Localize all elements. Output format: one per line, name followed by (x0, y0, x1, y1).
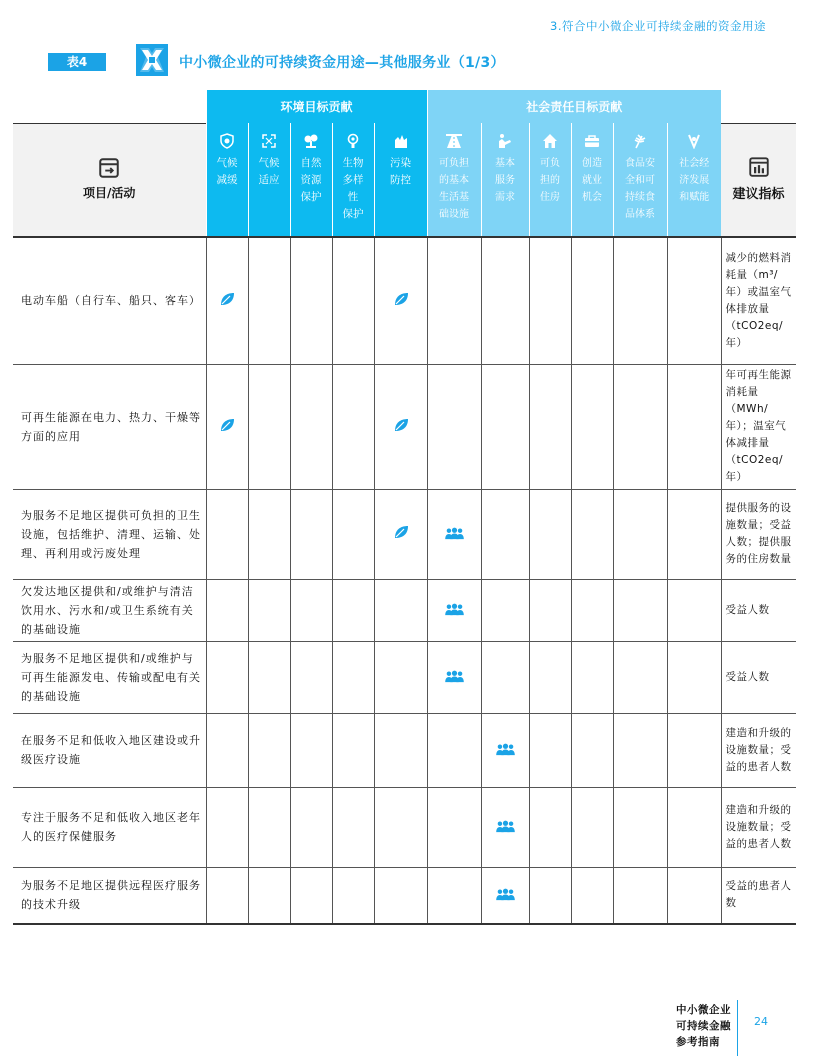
mark-cell (290, 867, 332, 924)
env-column-header (332, 123, 374, 237)
table-row (13, 579, 796, 641)
project-cell: 在服务不足和低收入地区建设或升级医疗设施 (13, 713, 206, 787)
leaf-icon (393, 524, 409, 540)
briefcase-icon (584, 133, 600, 149)
mark-cell (571, 713, 613, 787)
mark-cell (427, 787, 481, 867)
mark-cell (667, 787, 721, 867)
project-column-label: 项目/活动 (83, 186, 136, 201)
mark-cell (481, 867, 529, 924)
page-title: 中小微企业的可持续资金用途—其他服务业（1/3） (179, 55, 505, 71)
mark-cell (248, 787, 290, 867)
wheat-icon (632, 133, 648, 149)
social-column-label: 社会经 济发展 和赋能 (679, 158, 710, 203)
funding-table (13, 90, 796, 925)
section-header: 3.符合中小微企业可持续金融的资金用途 (550, 19, 766, 33)
mark-cell (529, 787, 571, 867)
people-icon (444, 603, 465, 616)
people-icon (495, 888, 516, 901)
indicator-cell: 减少的燃料消耗量（m³/年）或温室气体排放量（tCO2eq/年） (721, 237, 796, 364)
mark-cell (290, 237, 332, 364)
mark-cell (248, 237, 290, 364)
env-column-header (248, 123, 290, 237)
mark-cell (374, 641, 427, 713)
mark-cell (206, 237, 248, 364)
mark-cell (332, 641, 374, 713)
mark-cell (332, 579, 374, 641)
mark-cell (481, 579, 529, 641)
group-social-header: 社会责任目标贡献 (427, 90, 721, 123)
social-column-label: 食品安 全和可 持续食 品体系 (625, 158, 655, 220)
mark-cell (206, 713, 248, 787)
table-row (13, 237, 796, 364)
mark-cell (667, 237, 721, 364)
mark-cell (374, 364, 427, 489)
env-column-label: 气候 减缓 (216, 157, 238, 186)
mark-cell (529, 867, 571, 924)
mark-cell (481, 489, 529, 579)
footer-line: 可持续金融 (676, 1020, 731, 1032)
mark-cell (374, 787, 427, 867)
mark-cell (248, 641, 290, 713)
mark-cell (529, 364, 571, 489)
mark-cell (206, 787, 248, 867)
mark-cell (248, 364, 290, 489)
expand-icon (261, 133, 277, 149)
mark-cell (374, 237, 427, 364)
env-column-label: 污染 防控 (390, 157, 411, 186)
mark-cell (290, 787, 332, 867)
page-number: 24 (754, 1015, 768, 1028)
mark-cell (374, 867, 427, 924)
mark-cell (571, 641, 613, 713)
project-cell: 专注于服务不足和低收入地区老年人的医疗保健服务 (13, 787, 206, 867)
mark-cell (613, 579, 667, 641)
social-column-header (571, 123, 613, 237)
mark-cell (613, 489, 667, 579)
mark-cell (427, 867, 481, 924)
mark-cell (427, 364, 481, 489)
table-row (13, 787, 796, 867)
mark-cell (529, 713, 571, 787)
mark-cell (332, 867, 374, 924)
road-icon (446, 133, 462, 149)
project-cell: 欠发达地区提供和/或维护与清洁饮用水、污水和/或卫生系统有关的基础设施 (13, 579, 206, 641)
mark-cell (481, 364, 529, 489)
indicator-cell: 受益人数 (721, 579, 796, 641)
mark-cell (248, 489, 290, 579)
mark-cell (248, 713, 290, 787)
mark-cell (529, 489, 571, 579)
env-column-label: 生物 多样 性 保护 (342, 157, 364, 220)
house-icon (542, 133, 558, 149)
tree-icon (303, 133, 319, 149)
env-column-header (290, 123, 332, 237)
mark-cell (613, 237, 667, 364)
mark-cell (613, 787, 667, 867)
indicator-cell: 受益人数 (721, 641, 796, 713)
mark-cell (667, 641, 721, 713)
people-icon (495, 743, 516, 756)
leaf-icon (393, 417, 409, 433)
leaf-icon (219, 417, 235, 433)
mark-cell (667, 579, 721, 641)
mark-cell (481, 713, 529, 787)
table-row (13, 867, 796, 924)
mark-cell (374, 579, 427, 641)
lightbulb-icon (345, 133, 361, 149)
mark-cell (481, 641, 529, 713)
indicator-column-label: 建议指标 (732, 187, 785, 203)
social-column-label: 基本 服务 需求 (495, 158, 515, 203)
indicator-cell: 受益的患者人数 (721, 867, 796, 924)
leaf-icon (219, 291, 235, 307)
people-icon (444, 670, 465, 683)
mark-cell (667, 867, 721, 924)
chart-icon (749, 157, 769, 177)
env-column-label: 气候 适应 (258, 157, 280, 186)
footer-guide-title (676, 1002, 731, 1050)
project-cell: 为服务不足地区提供可负担的卫生设施，包括维护、清理、运输、处理、再利用或污废处理 (13, 489, 206, 579)
mark-cell (613, 713, 667, 787)
mark-cell (613, 364, 667, 489)
mark-cell (248, 867, 290, 924)
factory-icon (393, 133, 409, 149)
social-column-header (613, 123, 667, 237)
people-icon (444, 527, 465, 540)
mark-cell (206, 364, 248, 489)
mark-cell (290, 489, 332, 579)
mark-cell (427, 489, 481, 579)
env-column-header (374, 123, 427, 237)
mark-cell (571, 237, 613, 364)
leaf-shield-icon (219, 133, 235, 149)
table-row (13, 713, 796, 787)
mark-cell (332, 489, 374, 579)
mark-cell (427, 713, 481, 787)
logo-icon (136, 44, 168, 76)
project-cell: 为服务不足地区提供远程医疗服务的技术升级 (13, 867, 206, 924)
mark-cell (571, 364, 613, 489)
mark-cell (667, 489, 721, 579)
mark-cell (427, 579, 481, 641)
table-row (13, 489, 796, 579)
indicator-cell: 建造和升级的设施数量；受益的患者人数 (721, 713, 796, 787)
mark-cell (290, 364, 332, 489)
mark-cell (374, 489, 427, 579)
group-env-header: 环境目标贡献 (206, 90, 427, 123)
pin-icon (686, 133, 702, 149)
social-column-header (427, 123, 481, 237)
indicator-cell: 年可再生能源消耗量（MWh/年）；温室气体减排量（tCO2eq/年） (721, 364, 796, 489)
indicator-cell: 提供服务的设施数量；受益人数；提供服务的住房数量 (721, 489, 796, 579)
env-column-header (206, 123, 248, 237)
mark-cell (427, 641, 481, 713)
mark-cell (427, 237, 481, 364)
service-icon (497, 133, 513, 149)
social-column-label: 可负 担的 住房 (540, 158, 560, 203)
project-icon (99, 158, 119, 178)
project-cell: 为服务不足地区提供和/或维护与可再生能源发电、传输或配电有关的基础设施 (13, 641, 206, 713)
social-column-header (667, 123, 721, 237)
mark-cell (248, 579, 290, 641)
mark-cell (529, 579, 571, 641)
project-cell: 可再生能源在电力、热力、干燥等方面的应用 (13, 364, 206, 489)
project-column-header (13, 123, 206, 237)
mark-cell (374, 713, 427, 787)
mark-cell (332, 713, 374, 787)
mark-cell (571, 867, 613, 924)
mark-cell (613, 867, 667, 924)
mark-cell (290, 713, 332, 787)
mark-cell (613, 641, 667, 713)
mark-cell (667, 713, 721, 787)
mark-cell (332, 787, 374, 867)
mark-cell (481, 237, 529, 364)
footer-divider (737, 1000, 738, 1056)
footer-line: 中小微企业 (676, 1004, 731, 1016)
env-column-label: 自然 资源 保护 (300, 157, 322, 203)
mark-cell (571, 787, 613, 867)
mark-cell (206, 867, 248, 924)
mark-cell (290, 579, 332, 641)
table-row (13, 641, 796, 713)
mark-cell (571, 579, 613, 641)
mark-cell (481, 787, 529, 867)
indicator-cell: 建造和升级的设施数量；受益的患者人数 (721, 787, 796, 867)
table-tag: 表4 (48, 53, 106, 71)
mark-cell (332, 237, 374, 364)
leaf-icon (393, 291, 409, 307)
mark-cell (206, 641, 248, 713)
project-cell: 电动车船（自行车、船只、客车） (13, 237, 206, 364)
mark-cell (571, 489, 613, 579)
mark-cell (206, 579, 248, 641)
footer-line: 参考指南 (676, 1036, 720, 1048)
mark-cell (529, 237, 571, 364)
social-column-label: 可负担 的基本 生活基 础设施 (439, 158, 469, 220)
social-column-header (481, 123, 529, 237)
mark-cell (290, 641, 332, 713)
mark-cell (332, 364, 374, 489)
social-column-label: 创造 就业 机会 (582, 158, 602, 203)
mark-cell (667, 364, 721, 489)
table-row (13, 364, 796, 489)
social-column-header (529, 123, 571, 237)
indicator-column-header (721, 123, 796, 237)
mark-cell (529, 641, 571, 713)
mark-cell (206, 489, 248, 579)
people-icon (495, 820, 516, 833)
